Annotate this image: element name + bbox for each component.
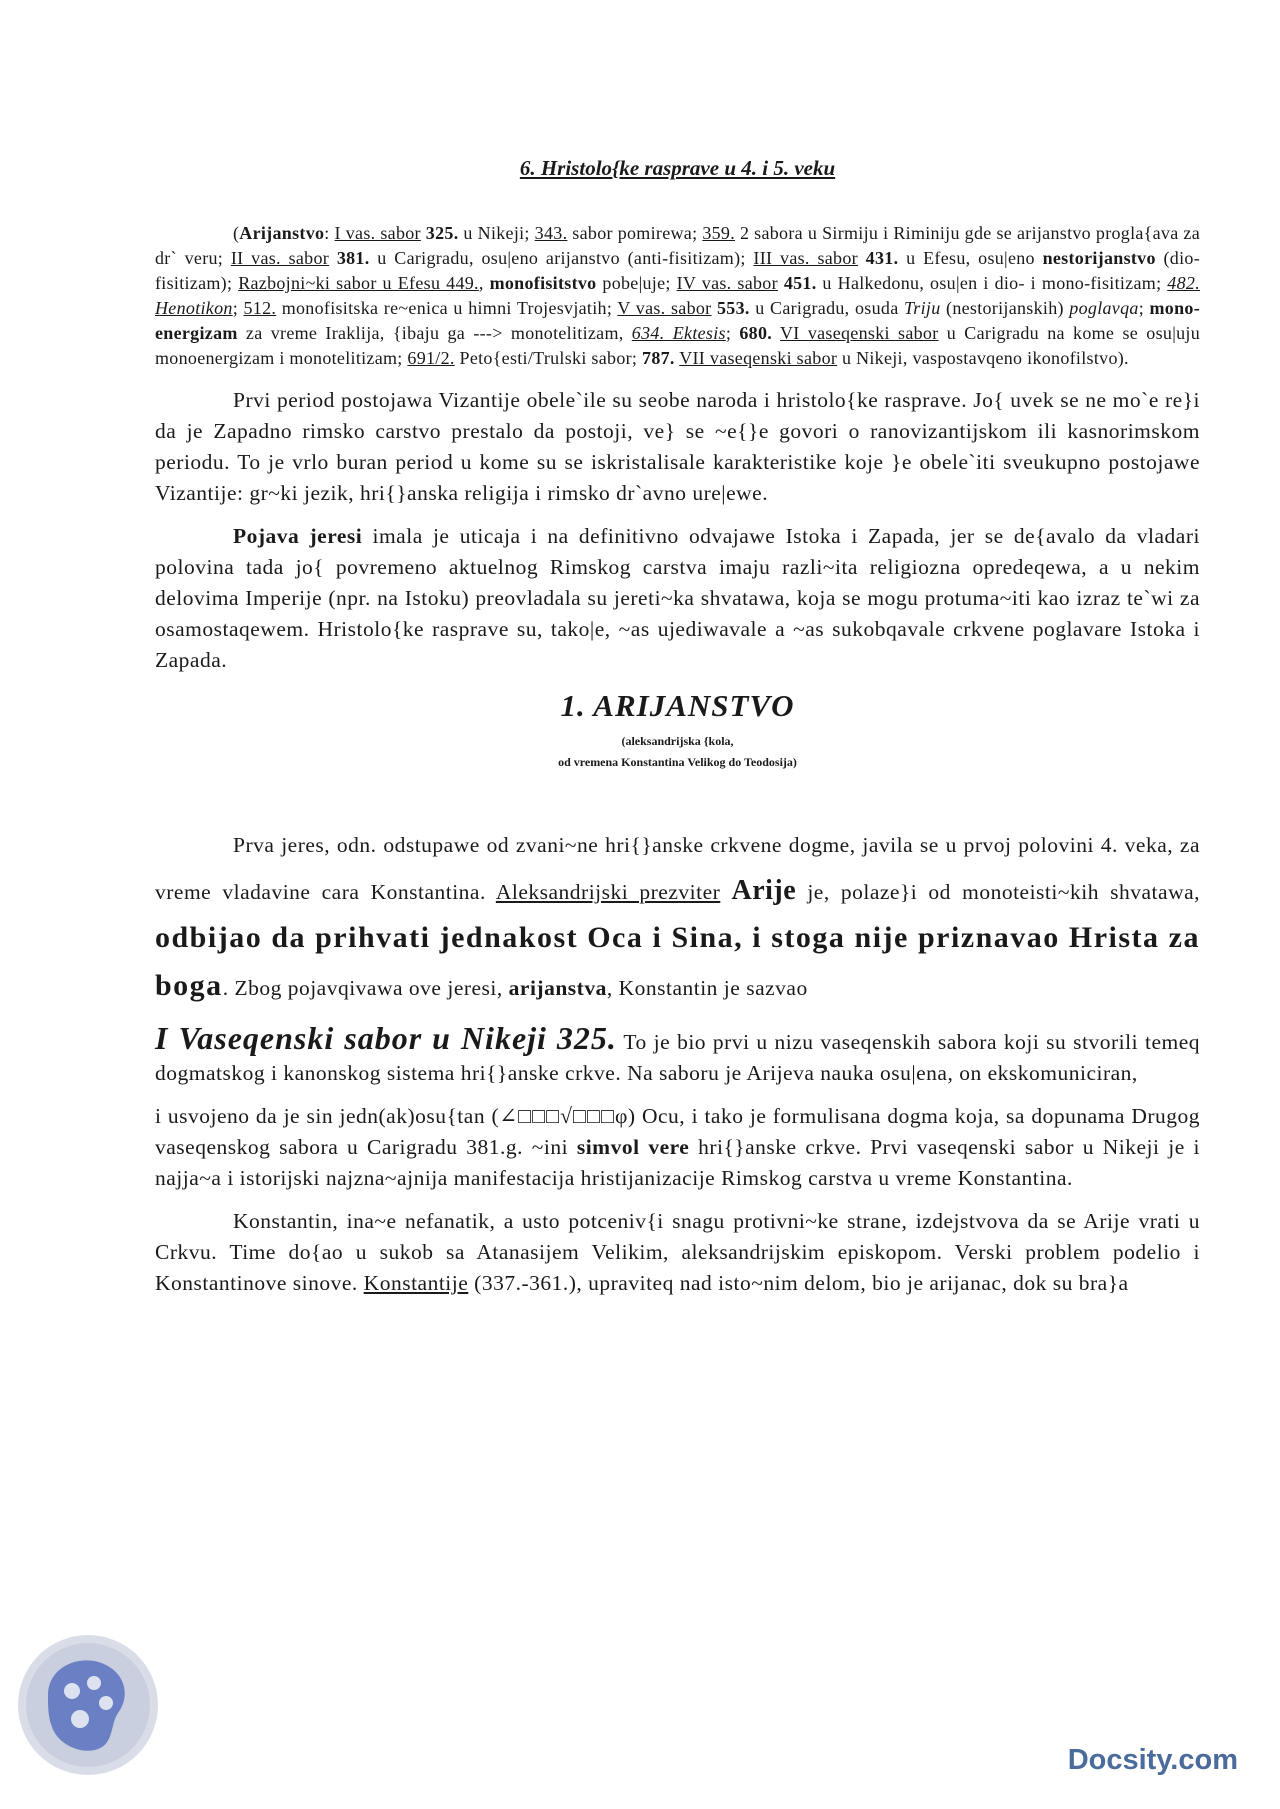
paragraph-text: Prva jeres, odn. odstupawe od zvani~ne hri{}anske crkvene dogme, javila se u prvoj polovini 4. veka, za vreme vladavine cara Konstantina. xyxy=(155,833,1200,904)
abstract-text: u Nikeji; xyxy=(458,223,535,243)
term-monofisitstvo: monofisitstvo xyxy=(489,273,597,293)
abstract-text: u Carigradu, osuda xyxy=(749,298,904,318)
docsity-logo-graphic xyxy=(18,1635,158,1775)
abstract-text: Triju xyxy=(903,298,941,318)
paragraph-6 xyxy=(155,1206,1200,1299)
paragraph-text: , Konstantin je sazvao xyxy=(606,976,808,1000)
abstract-text: u Carigradu na kome se osu|uju monoenergizam i monotelitizam; xyxy=(155,323,1200,368)
konstantije-link: Konstantije xyxy=(363,1271,469,1295)
paragraph-5 xyxy=(155,1101,1200,1194)
year: 451. xyxy=(783,273,817,293)
year: 431. xyxy=(865,248,899,268)
emphasis-statement: odbijao da prihvati jednakost Oca i Sina, i stoga nije priznavao Hrista za boga xyxy=(155,921,1200,1002)
council-link: I vas. sabor xyxy=(334,223,421,243)
council-link: II vas. sabor xyxy=(230,248,330,268)
year: 787. xyxy=(642,348,675,368)
abstract-text xyxy=(858,248,866,268)
abstract-text: pobe|uje; xyxy=(596,273,677,293)
abstract-paragraph xyxy=(155,221,1200,371)
paragraph-text: . Zbog pojavqivawa ove jeresi, xyxy=(222,976,509,1000)
ektesis-link: 634. Ektesis xyxy=(631,323,726,343)
council-link: IV vas. sabor xyxy=(676,273,778,293)
paragraph-text xyxy=(720,880,731,904)
docsity-logo-icon xyxy=(18,1635,158,1775)
section-subtitle: od vremena Konstantina Velikog do Teodosija) xyxy=(558,755,797,769)
council-link: VII vaseqenski sabor xyxy=(679,348,838,368)
paragraph-text: Konstantin, ina~e nefanatik, a usto potceniv{i snagu protivni~ke strane, izdejstvova da se Arije vrati u Crkvu. Time do{ao u sukob sa Atanasijem Velikim, aleksandrijskim episkopom. Verski problem podelio i Konstantinove sinove. xyxy=(155,1209,1200,1295)
abstract-text: u Efesu, osu|eno xyxy=(898,248,1043,268)
year: 512. xyxy=(243,298,277,318)
paragraph-text: To je bio prvi u nizu vaseqenskih sabora koji su stvorili temeq dogmatskog i kanonskog sistema hri{}anske crkve. Na saboru je Arijeva nauka osu|ena, on ekskomuniciran, xyxy=(155,1030,1201,1085)
council-link: Razbojni~ki sabor u Efesu 449. xyxy=(238,273,479,293)
abstract-text: monofisitska re~enica u himni Trojesvjatih; xyxy=(276,298,618,318)
abstract-text xyxy=(772,323,780,343)
section-subtitle: (aleksandrijska {kola, xyxy=(621,734,734,748)
abstract-text: ; xyxy=(232,298,244,318)
council-heading: I Vaseqenski sabor u Nikeji 325. xyxy=(155,1020,617,1056)
abstract-text: poglavqa xyxy=(1069,298,1139,318)
abstract-text: ; xyxy=(1138,298,1150,318)
year: 359. xyxy=(702,223,736,243)
paragraph-text: je, polaze}i od monoteisti~kih shvatawa, xyxy=(796,880,1201,904)
abstract-text: , xyxy=(478,273,490,293)
term-simvol-vere: simvol vere xyxy=(576,1135,690,1159)
term-arijanstvo: Arijanstvo xyxy=(239,223,325,243)
paragraph-4 xyxy=(155,1020,1201,1089)
year: 343. xyxy=(534,223,568,243)
year: 553. xyxy=(717,298,750,318)
paragraph-text: imala je uticaja i na definitivno odvajawe Istoka i Zapada, jer se de{avalo da vladari polovina tada jo{ povremeno aktuelnog Rimskog carstva imaju razli~ita religiozna opredeqewa, a u nekim delovima Imperije (npr. na Istoku) preovladala su jereti~ka shvatawa, koja se mogu protuma~iti kao izraz te`wi za osamostaqewem. Hristolo{ke rasprave su, tako|e, ~as ujediwavale a ~as sukobqavale crkvene poglavare Istoka i Zapada. xyxy=(155,524,1200,672)
abstract-text xyxy=(329,248,337,268)
henotikon-link: 482. Henotikon xyxy=(155,273,1200,318)
abstract-text: sabor pomirewa; xyxy=(567,223,703,243)
abstract-text: u Carigradu, osu|eno arijanstvo (anti-fisitizam); xyxy=(369,248,754,268)
council-link: V vas. sabor xyxy=(617,298,712,318)
year: 691/2. xyxy=(407,348,455,368)
abstract-text: ; xyxy=(725,323,740,343)
abstract-text: (nestorijanskih) xyxy=(940,298,1070,318)
abstract-text: za vreme Iraklija, {ibaju ga ---> monotelitizam, xyxy=(237,323,632,343)
paragraph-text: (337.-361.), upraviteq nad isto~nim delom, bio je arijanac, dok su bra}a xyxy=(468,1271,1129,1295)
year: 381. xyxy=(336,248,370,268)
abstract-text: u Halkedonu, osu|en i dio- i mono-fisitizam; xyxy=(816,273,1168,293)
term-mono-energizam: mono-energizam xyxy=(155,298,1200,343)
abstract-text: 2 sabora u Sirmiju i Riminiju gde se arijanstvo progla{ava za dr` veru; xyxy=(155,223,1201,268)
council-link: VI vaseqenski sabor xyxy=(780,323,939,343)
term-jeresi: Pojava jeresi xyxy=(233,524,363,548)
year: 680. xyxy=(739,323,773,343)
paragraph-text: hri{}anske crkve. Prvi vaseqenski sabor u Nikeji je i najja~a i istorijski najzna~ajnija manifestacija hristijanizacije Rimskog carstva u vreme Konstantina. xyxy=(155,1135,1200,1190)
abstract-text: : xyxy=(324,223,335,243)
abstract-text: u Nikeji, vaspostavqeno ikonofilstvo). xyxy=(837,348,1129,368)
section-heading: 1. ARIJANSTVO xyxy=(560,688,795,723)
abstract-text: (dio-fisitizam); xyxy=(155,248,1200,293)
term-nestorijanstvo: nestorijanstvo xyxy=(1042,248,1156,268)
term-arije: Arije xyxy=(731,875,797,906)
year: 325. xyxy=(425,223,459,243)
prezviter-link: Aleksandrijski prezviter xyxy=(495,880,721,904)
abstract-text: Peto{esti/Trulski sabor; xyxy=(454,348,643,368)
term-arijanstva: arijanstva xyxy=(508,976,607,1000)
council-link: III vas. sabor xyxy=(753,248,858,268)
document-page xyxy=(155,150,1200,1311)
page-title: 6. Hristolo{ke rasprave u 4. i 5. veku xyxy=(519,156,836,180)
paragraph-2 xyxy=(155,521,1200,676)
docsity-watermark: Docsity.com xyxy=(1067,1744,1238,1776)
paragraph-3 xyxy=(155,822,1200,1011)
abstract-text: ( xyxy=(233,223,240,243)
paragraph-1: Prvi period postojawa Vizantije obele`ile su seobe naroda i hristolo{ke rasprave. Jo{ uvek se ne mo`e re}i da je Zapadno rimsko carstvo prestalo da postoji, ve} se ~e{}e govori o ranovizantijskom ili kasnorimskom periodu. To je vrlo buran period u kome su se iskristalisale karakteristike koje }e obele`iti sveukupno postojawe Vizantije: gr~ki jezik, hri{}anska religija i rimsko dr`avno ure|ewe. xyxy=(155,388,1200,505)
paragraph-text: i usvojeno da je sin jedn(ak)osu{tan (∠□□□√□□□φ) Ocu, i tako je formulisana dogma koja, sa dopunama Drugog vaseqenskog sabora u Carigradu 381.g. ~ini xyxy=(155,1104,1200,1159)
